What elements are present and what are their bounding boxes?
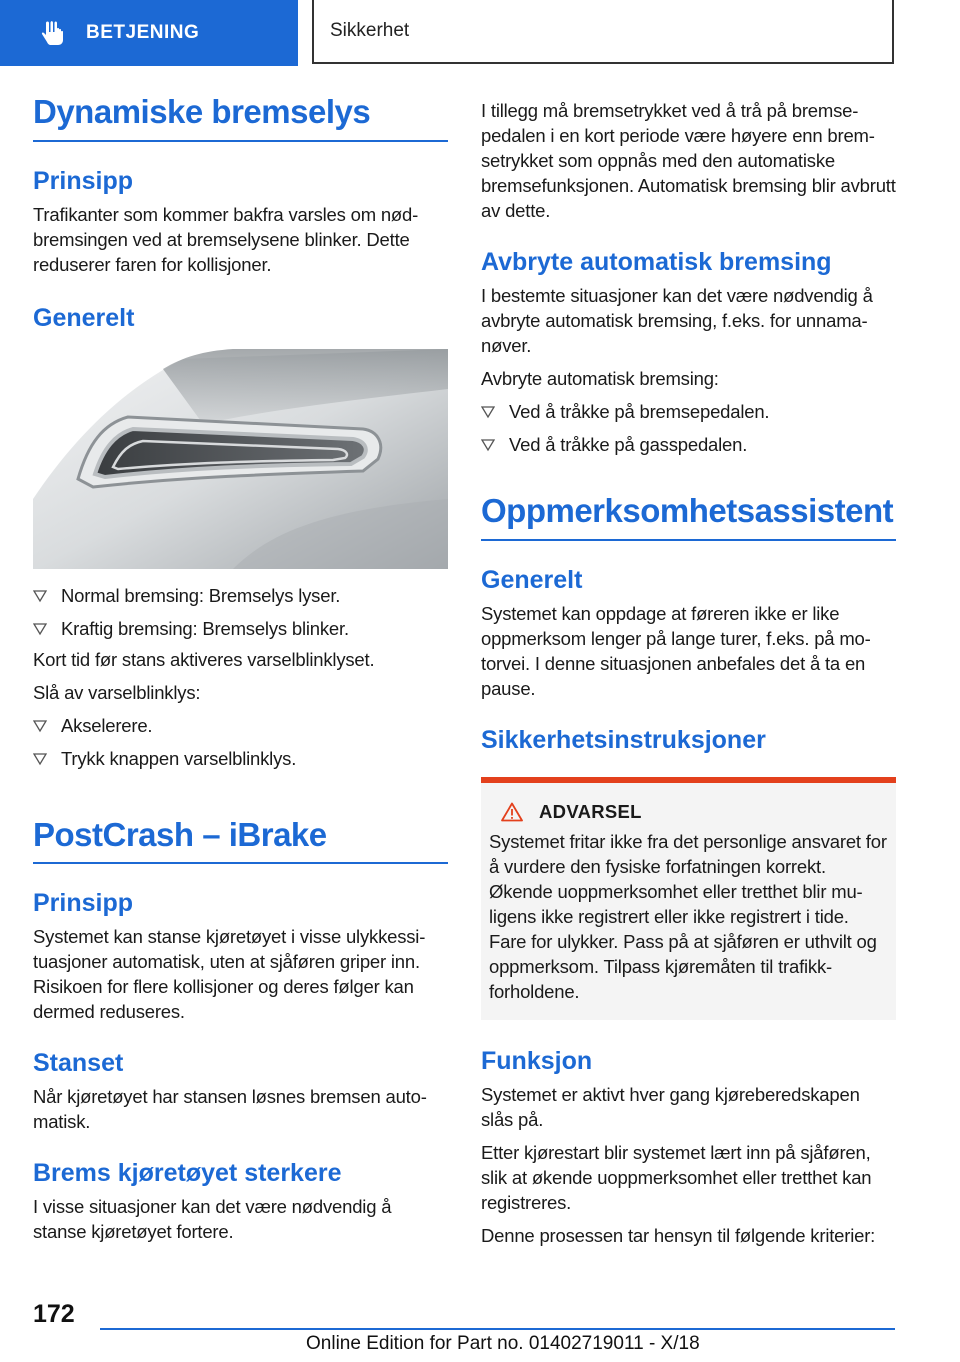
page-header: [0, 0, 960, 66]
warning-box: [481, 777, 896, 1020]
paragraph-generelt-2: Systemet kan oppdage at føreren ikke er like oppmerksom lenger på lange turer, f.eks. på motorvei. I denne situasjonen anbefales det å ta en pause.: [481, 602, 871, 699]
brake-mode-list: [33, 583, 448, 641]
triangle-bullet-icon: [33, 583, 47, 608]
brake-light-illustration: [33, 349, 448, 569]
paragraph-tillegg: I tillegg må bremsetrykket ved å trå på bremsepedalen i en kort periode være høyere enn bremsetrykket som oppnås med den automatiske bremsefunksjonen. Automatisk bremsing blir avbrutt av dette.: [481, 100, 896, 221]
chapter-tab-label: BETJENING: [86, 22, 200, 43]
heading-stanset: Stanset: [33, 1049, 124, 1078]
paragraph-kort-tid: Kort tid før stans aktiveres varselblinklyset.: [33, 648, 375, 670]
heading-sikkerhetsinstruksjoner: Sikkerhetsinstruksjoner: [481, 725, 766, 754]
triangle-bullet-icon: [481, 432, 495, 457]
heading-prinsipp-2: Prinsipp: [33, 889, 134, 918]
cancel-braking-list: [481, 399, 896, 457]
left-column: [33, 92, 448, 1244]
section-title: Sikkerhet: [312, 0, 894, 64]
footer-divider: [100, 1328, 895, 1330]
heading-generelt-2: Generelt: [481, 565, 583, 594]
paragraph-etter: Etter kjørestart blir systemet lært inn på sjåføren, slik at økende uoppmerksomhet eller tretthet kan registreres.: [481, 1141, 872, 1213]
list-item: Kraftig bremsing: Bremselys blinker.: [33, 616, 448, 641]
heading-oppmerksomhetsassistent: Oppmerksomhetsassistent: [481, 491, 896, 541]
right-column: [481, 98, 896, 1248]
list-item: Normal bremsing: Bremselys lyser.: [33, 583, 448, 608]
chapter-tab[interactable]: [0, 0, 298, 66]
heading-prinsipp: Prinsipp: [33, 166, 134, 195]
paragraph-avbryte: I bestemte situasjoner kan det være nødvendig å avbryte automatisk bremsing, f.eks. for unnamanøver.: [481, 285, 873, 356]
heading-generelt: Generelt: [33, 303, 135, 332]
paragraph-stanset: Når kjøretøyet har stansen løsnes bremsen automatisk.: [33, 1086, 427, 1133]
paragraph-prinsipp: Trafikanter som kommer bakfra varsles om nødbremsingen ved at bremselysene blinker. Dette reduserer faren for kollisjoner.: [33, 203, 419, 275]
triangle-bullet-icon: [33, 616, 47, 641]
paragraph-funksjon: Systemet er aktivt hver gang kjøreberedskapen slås på.: [481, 1083, 860, 1130]
paragraph-prinsipp-2: Systemet kan stanse kjøretøyet i visse ulykkessituasjoner automatisk, uten at sjåføren griper inn. Risikoen for flere kollisjoner og deres følger kan dermed reduseres.: [33, 926, 426, 1023]
list-item: Trykk knappen varselblinklys.: [33, 746, 448, 771]
triangle-bullet-icon: [33, 713, 47, 738]
paragraph-sla-av: Slå av varselblinklys:: [33, 681, 201, 703]
warning-text: Systemet fritar ikke fra det personlige ansvaret for å vurdere den fysiske forfatningen korrekt. Økende uoppmerksomhet eller tretthet blir muligens ikke registrert eller ikke registrert i tide. Fare for ulykker. Pass på at sjåføren er uthvilt og oppmerksom. Tilpass kjøremåten til trafikkforholdene.: [489, 830, 887, 1002]
page-number: 172: [33, 1300, 75, 1328]
list-item: Ved å tråkke på bremsepedalen.: [481, 399, 896, 424]
hand-pointer-icon: [40, 20, 66, 46]
edition-text: Online Edition for Part no. 01402719011 - X/18: [306, 1333, 700, 1354]
heading-avbryte: Avbryte automatisk bremsing: [481, 248, 832, 276]
heading-funksjon: Funksjon: [481, 1046, 593, 1075]
triangle-bullet-icon: [33, 746, 47, 771]
warning-triangle-icon: [501, 802, 523, 822]
paragraph-brems-sterkere: I visse situasjoner kan det være nødvendig å stanse kjøretøyet fortere.: [33, 1196, 392, 1243]
hazard-off-list: [33, 713, 448, 771]
warning-title: ADVARSEL: [501, 801, 888, 823]
triangle-bullet-icon: [481, 399, 495, 424]
paragraph-denne: Denne prosessen tar hensyn til følgende kriterier:: [481, 1224, 876, 1246]
list-item: Ved å tråkke på gasspedalen.: [481, 432, 896, 457]
heading-brems-sterkere: Brems kjøretøyet sterkere: [33, 1159, 342, 1188]
heading-postcrash-ibrake: PostCrash – iBrake: [33, 815, 448, 865]
paragraph-avbryte-2: Avbryte automatisk bremsing:: [481, 368, 719, 389]
heading-dynamiske-bremselys: Dynamiske bremselys: [33, 92, 448, 142]
list-item: Akselerere.: [33, 713, 448, 738]
